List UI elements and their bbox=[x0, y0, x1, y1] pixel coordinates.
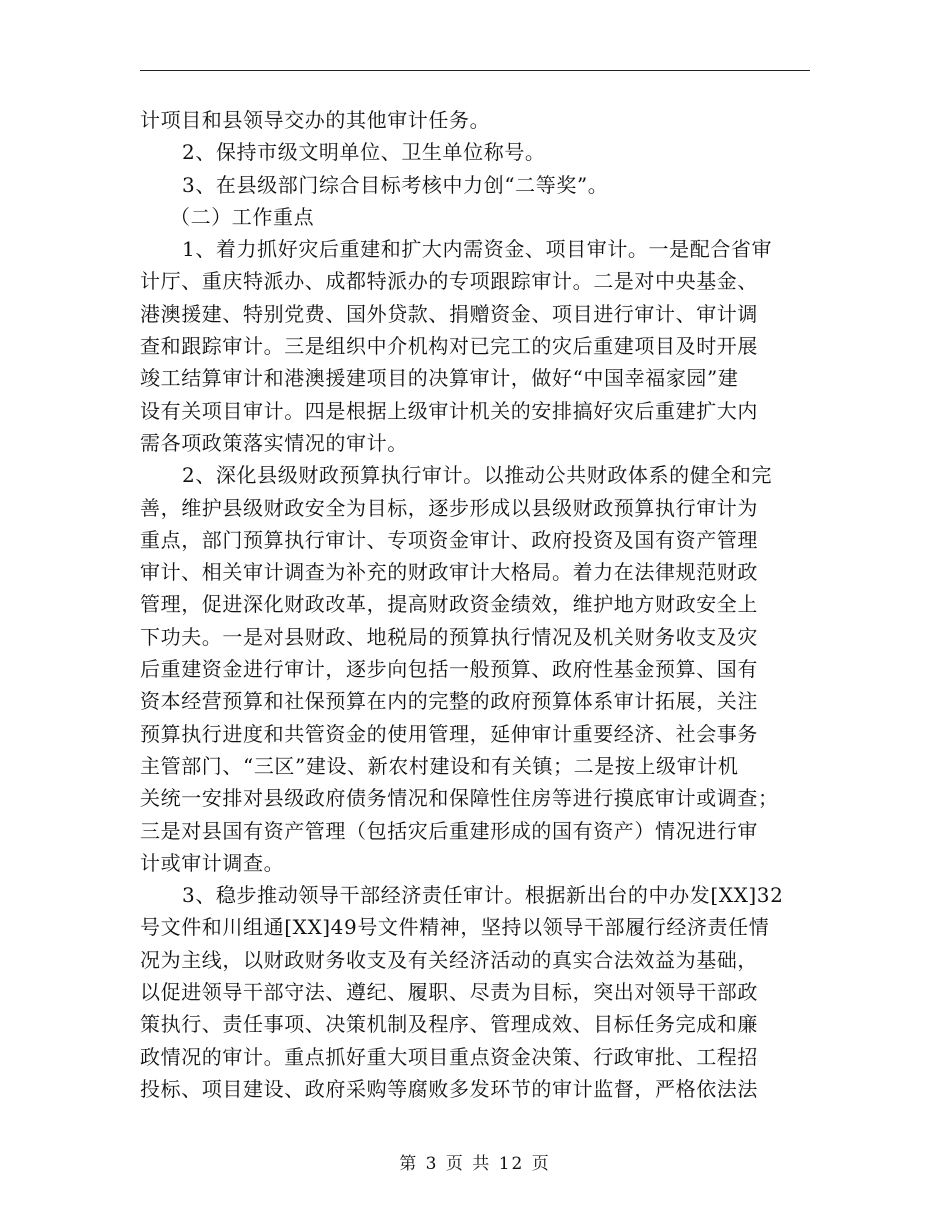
text-line: 3、在县级部门综合目标考核中力创“二等奖”。 bbox=[182, 172, 609, 197]
body-text bbox=[140, 104, 812, 1105]
text-line: 港澳援建、特别党费、国外贷款、捐赠资金、项目进行审计、审计调 bbox=[140, 301, 758, 326]
text-line: 管理，促进深化财政改革，提高财政资金绩效，维护地方财政安全上 bbox=[140, 592, 758, 617]
text-line: 计厅、重庆特派办、成都特派办的专项跟踪审计。二是对中央基金、 bbox=[140, 269, 758, 294]
text-line: 后重建资金进行审计，逐步向包括一般预算、政府性基金预算、国有 bbox=[140, 657, 758, 682]
text-line: 3、稳步推动领导干部经济责任审计。根据新出台的中办发[XX]32 bbox=[182, 883, 784, 908]
text-line: 1、着力抓好灾后重建和扩大内需资金、项目审计。一是配合省审 bbox=[182, 237, 773, 262]
text-line: 计项目和县领导交办的其他审计任务。 bbox=[140, 108, 491, 132]
text-line: 关统一安排对县级政府债务情况和保障性住房等进行摸底审计或调查； bbox=[140, 786, 779, 811]
text-line: 善，维护县级财政安全为目标，逐步形成以县级财政预算执行审计为 bbox=[140, 495, 758, 520]
text-line: 况为主线，以财政财务收支及有关经济活动的真实合法效益为基础， bbox=[140, 947, 758, 972]
text-line: 2、保持市级文明单位、卫生单位称号。 bbox=[182, 140, 546, 165]
text-line: 预算执行进度和共管资金的使用管理，延伸审计重要经济、社会事务 bbox=[140, 721, 758, 746]
page-footer: 第 3 页 共 12 页 bbox=[399, 1154, 551, 1174]
text-line: 审计、相关审计调查为补充的财政审计大格局。着力在法律规范财政 bbox=[140, 560, 758, 585]
text-line: 设有关项目审计。四是根据上级审计机关的安排搞好灾后重建扩大内 bbox=[140, 398, 758, 423]
text-line: 以促进领导干部守法、遵纪、履职、尽责为目标，突出对领导干部政 bbox=[140, 980, 758, 1005]
text-line: 主管部门、“三区”建设、新农村建设和有关镇；二是按上级审计机 bbox=[140, 753, 739, 778]
text-line: 2、深化县级财政预算执行审计。以推动公共财政体系的健全和完 bbox=[182, 463, 773, 488]
text-line: 三是对县国有资产管理（包括灾后重建形成的国有资产）情况进行审 bbox=[140, 818, 758, 843]
text-line: 策执行、责任事项、决策机制及程序、管理成效、目标任务完成和廉 bbox=[140, 1012, 758, 1037]
text-line: 投标、项目建设、政府采购等腐败多发环节的审计监督，严格依法法 bbox=[140, 1076, 758, 1101]
text-line: 号文件和川组通[XX]49号文件精神，坚持以领导干部履行经济责任情 bbox=[140, 915, 770, 940]
header-rule bbox=[140, 70, 810, 71]
text-line: 政情况的审计。重点抓好重大项目重点资金决策、行政审批、工程招 bbox=[140, 1044, 758, 1069]
text-line: 资本经营预算和社保预算在内的完整的政府预算体系审计拓展，关注 bbox=[140, 689, 758, 714]
text-line: 需各项政策落实情况的审计。 bbox=[140, 430, 408, 455]
text-line: 查和跟踪审计。三是组织中介机构对已完工的灾后重建项目及时开展 bbox=[140, 334, 758, 359]
text-line: 下功夫。一是对县财政、地税局的预算执行情况及机关财务收支及灾 bbox=[140, 624, 758, 649]
text-line: 重点，部门预算执行审计、专项资金审计、政府投资及国有资产管理 bbox=[140, 527, 758, 552]
text-line: 计或审计调查。 bbox=[140, 850, 285, 875]
text-line: （二）工作重点 bbox=[170, 204, 315, 229]
text-line: 竣工结算审计和港澳援建项目的决算审计，做好“中国幸福家园”建 bbox=[140, 366, 739, 391]
